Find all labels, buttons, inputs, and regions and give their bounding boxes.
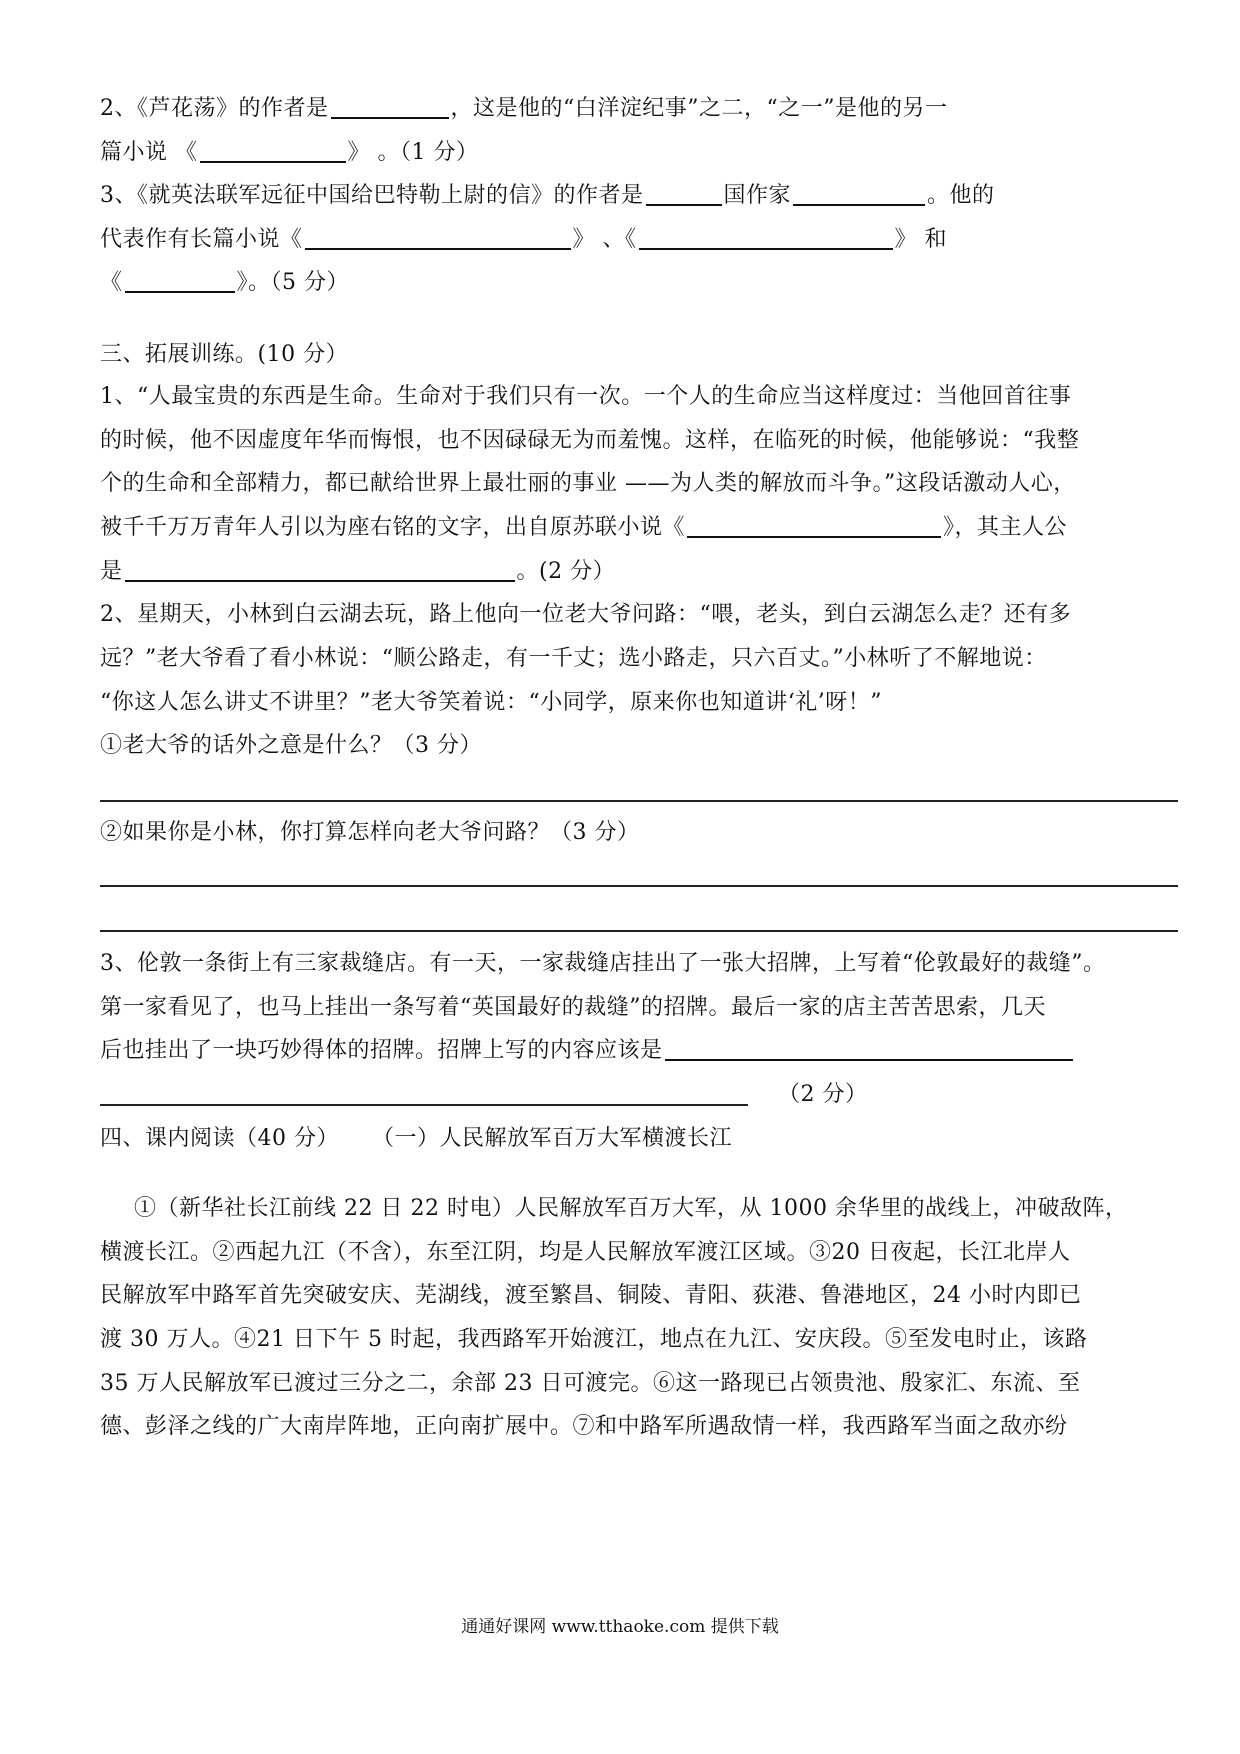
text: 被千千万万青年人引以为座右铭的文字，出自原苏联小说《	[100, 515, 686, 540]
text: 》。（5 分）	[236, 270, 350, 295]
blank-novel-title[interactable]	[200, 139, 346, 163]
s3-q2-line-2: 远？”老大爷看了看小林说：“顺公路走，有一千丈；选小路走，只六百丈。”小林听了不解地说：	[100, 646, 1047, 671]
answer-line-3[interactable]	[100, 930, 1178, 932]
text: 》 和	[894, 227, 948, 252]
s3-q1-line-3: 个的生命和全部精力，都已献给世界上最壮丽的事业 ——为人类的解放而斗争。”这段话激动人心，	[100, 471, 1076, 496]
blank-protagonist[interactable]	[125, 558, 515, 582]
text: 》，其主人公	[943, 515, 1068, 540]
text: ，这是他的“白洋淀纪事”之二，“之一”是他的另一	[450, 96, 948, 121]
q2-line-2	[100, 138, 1180, 168]
reading-line-1: ①（新华社长江前线 22 日 22 时电）人民解放军百万大军，从 1000 余华里的战线上，冲破敌阵，	[134, 1196, 1128, 1221]
s3-q1-line-4	[100, 513, 1180, 543]
s3-q2-sub-1: ①老大爷的话外之意是什么？（3 分）	[100, 733, 482, 758]
answer-line-signboard[interactable]	[100, 1104, 748, 1106]
s3-q1-line-1: 1、“人最宝贵的东西是生命。生命对于我们只有一次。一个人的生命应当这样度过：当他回首往事	[100, 384, 1072, 409]
section-4-heading: 四、课内阅读（40 分）	[100, 1126, 339, 1151]
reading-line-5: 35 万人民解放军已渡过三分之二，余部 23 日可渡完。⑥这一路现已占领贵池、殷家汇、东流、至	[100, 1371, 1081, 1396]
s3-q3-score: （2 分）	[778, 1082, 868, 1107]
text: 》 、《	[572, 227, 637, 252]
reading-line-6: 德、彭泽之线的广大南岸阵地，正向南扩展中。⑦和中路军所遇敌情一样，我西路军当面之敌亦纷	[100, 1414, 1068, 1439]
text: 代表作有长篇小说《	[100, 227, 303, 252]
reading-line-4: 渡 30 万人。④21 日下午 5 时起，我西路军开始渡江，地点在九江、安庆段。⑤至发电时止，该路	[100, 1327, 1088, 1352]
blank-novel-2[interactable]	[639, 226, 893, 250]
text: 。他的	[927, 183, 995, 208]
s3-q3-line-3	[100, 1036, 1180, 1066]
text: 国作家	[723, 183, 792, 208]
text: 。(2 分）	[516, 559, 616, 584]
blank-author[interactable]	[331, 95, 449, 119]
section-3-heading: 三、拓展训练。(10 分）	[100, 342, 349, 367]
s3-q1-line-5	[100, 557, 1180, 587]
q3-line-1	[100, 181, 1180, 211]
text: 2、《芦花荡》的作者是	[100, 96, 329, 121]
blank-novel-3[interactable]	[125, 269, 235, 293]
reading-line-3: 民解放军中路军首先突破安庆、芜湖线，渡至繁昌、铜陵、青阳、荻港、鲁港地区，24 小时内即已	[100, 1283, 1082, 1308]
answer-line-2[interactable]	[100, 885, 1178, 887]
q3-line-3	[100, 268, 1180, 298]
text: 是	[100, 559, 123, 584]
blank-signboard[interactable]	[665, 1037, 1073, 1061]
s3-q3-line-2: 第一家看见了，也马上挂出一条写着“英国最好的裁缝”的招牌。最后一家的店主苦苦思索，几天	[100, 995, 1046, 1020]
s3-q2-line-1: 2、星期天，小林到白云湖去玩，路上他向一位老大爷问路：“喂，老头，到白云湖怎么走？还有多	[100, 602, 1072, 627]
answer-line-1[interactable]	[100, 800, 1178, 802]
blank-writer[interactable]	[793, 182, 925, 206]
blank-soviet-novel[interactable]	[687, 514, 941, 538]
text: 《	[100, 270, 123, 295]
reading-title: （一）人民解放军百万大军横渡长江	[372, 1126, 733, 1151]
text: 》 。（1 分）	[347, 140, 479, 165]
text: 3、《就英法联军远征中国给巴特勒上尉的信》的作者是	[100, 183, 644, 208]
blank-novel-1[interactable]	[305, 226, 571, 250]
q3-line-2	[100, 225, 1180, 255]
s3-q1-line-2: 的时候，他不因虚度年华而悔恨，也不因碌碌无为而羞愧。这样，在临死的时候，他能够说：“我整	[100, 428, 1080, 453]
blank-country[interactable]	[646, 182, 722, 206]
page-footer: 通通好课网 www.tthaoke.com 提供下载	[461, 1617, 779, 1637]
text: 后也挂出了一块巧妙得体的招牌。招牌上写的内容应该是	[100, 1038, 663, 1063]
s3-q3-line-1: 3、伦敦一条街上有三家裁缝店。有一天，一家裁缝店挂出了一张大招牌，上写着“伦敦最好的裁缝”。	[100, 951, 1106, 976]
reading-line-2: 横渡长江。②西起九江（不含），东至江阴，均是人民解放军渡江区域。③20 日夜起，长江北岸人	[100, 1240, 1071, 1265]
s3-q2-line-3: “你这人怎么讲丈不讲里？”老大爷笑着说：“小同学，原来你也知道讲‘礼’呀！”	[100, 690, 882, 715]
text: 篇小说 《	[100, 140, 198, 165]
s3-q2-sub-2: ②如果你是小林，你打算怎样向老大爷问路？（3 分）	[100, 820, 640, 845]
q2-line-1	[100, 94, 1180, 124]
